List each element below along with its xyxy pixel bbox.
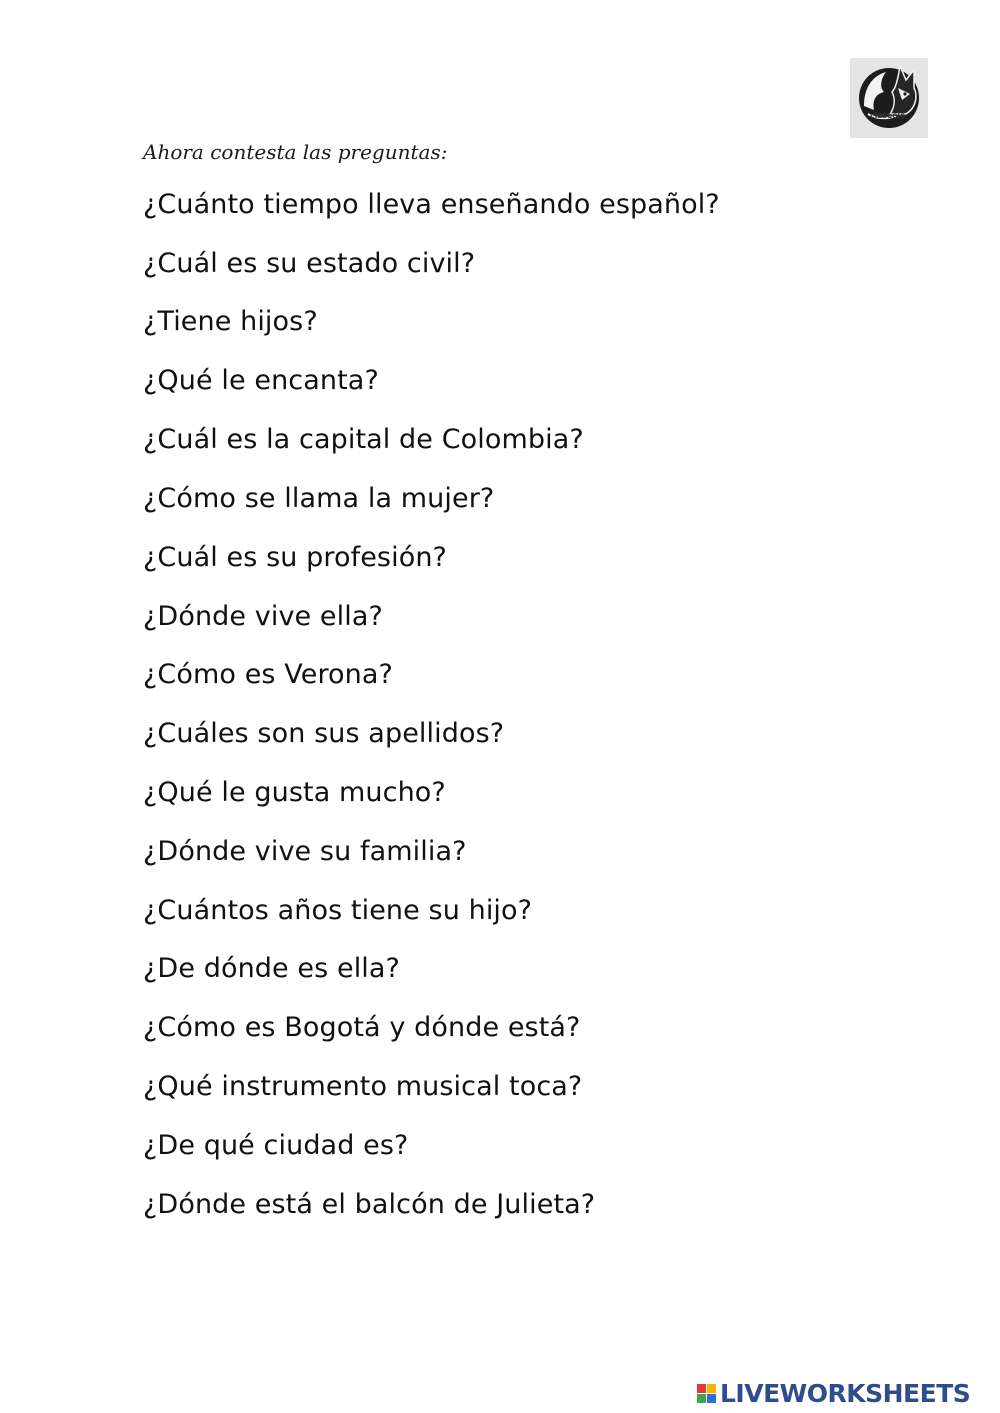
question-5: ¿Cuál es la capital de Colombia?: [143, 424, 584, 455]
logo-square-red: [697, 1384, 706, 1393]
question-18: ¿Dónde está el balcón de Julieta?: [143, 1189, 596, 1220]
logo-square-yellow: [707, 1384, 716, 1393]
logo-square-blue: [707, 1394, 716, 1403]
logo: [850, 58, 928, 138]
question-1: ¿Cuánto tiempo lleva enseñando español?: [143, 189, 720, 220]
question-9: ¿Cómo es Verona?: [143, 659, 393, 690]
question-6: ¿Cómo se llama la mujer?: [143, 483, 495, 514]
question-14: ¿De dónde es ella?: [143, 953, 400, 984]
fox-logo-icon: [850, 58, 928, 138]
question-2: ¿Cuál es su estado civil?: [143, 248, 476, 279]
question-3: ¿Tiene hijos?: [143, 306, 318, 337]
question-10: ¿Cuáles son sus apellidos?: [143, 718, 505, 749]
question-11: ¿Qué le gusta mucho?: [143, 777, 446, 808]
question-15: ¿Cómo es Bogotá y dónde está?: [143, 1012, 581, 1043]
liveworksheets-logo-icon: [697, 1384, 716, 1403]
logo-text: claseele: [870, 111, 906, 120]
liveworksheets-brand[interactable]: [697, 1378, 970, 1408]
question-7: ¿Cuál es su profesión?: [143, 542, 447, 573]
question-4: ¿Qué le encanta?: [143, 365, 379, 396]
question-12: ¿Dónde vive su familia?: [143, 836, 467, 867]
question-16: ¿Qué instrumento musical toca?: [143, 1071, 583, 1102]
question-13: ¿Cuántos años tiene su hijo?: [143, 895, 533, 926]
question-8: ¿Dónde vive ella?: [143, 601, 383, 632]
brand-text: LIVEWORKSHEETS: [720, 1378, 971, 1408]
instruction-text: Ahora contesta las preguntas:: [143, 140, 448, 164]
question-17: ¿De qué ciudad es?: [143, 1130, 409, 1161]
logo-square-green: [697, 1394, 706, 1403]
